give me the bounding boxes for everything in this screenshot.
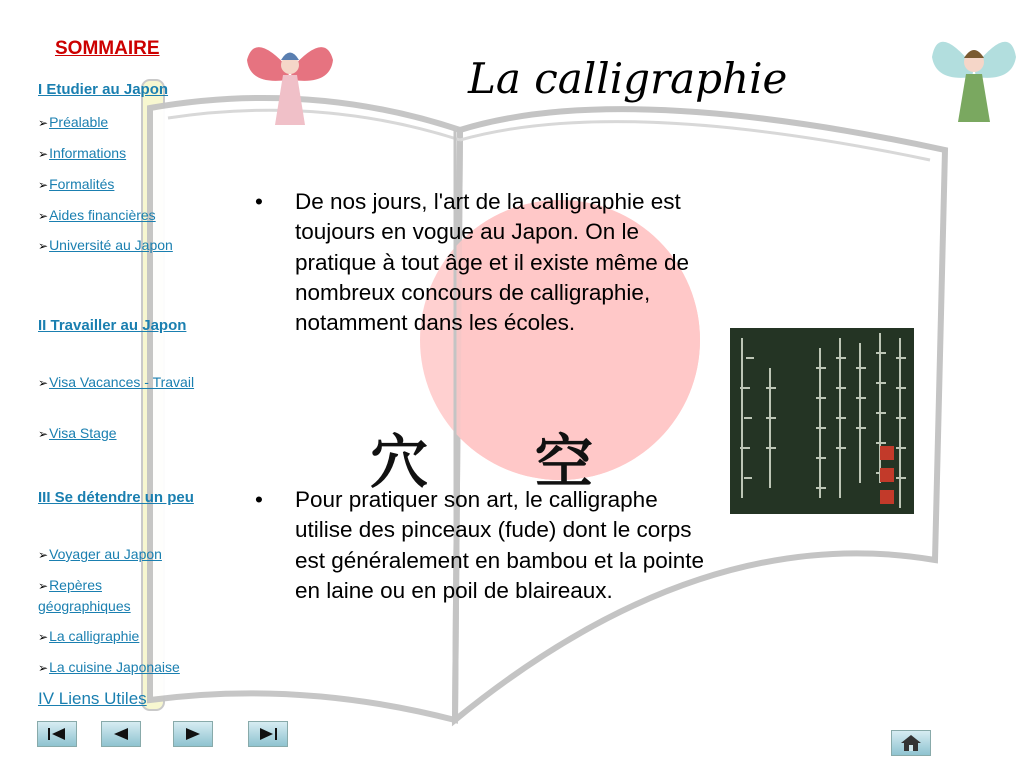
first-slide-icon <box>45 726 69 742</box>
section-liens-utiles-link[interactable]: IV Liens Utiles <box>38 689 147 708</box>
arrow-bullet-icon: ➢ <box>38 239 49 253</box>
arrow-bullet-icon: ➢ <box>38 209 49 223</box>
sidebar-item-reperes[interactable]: ➢Repères géographiques <box>38 577 131 614</box>
arrow-bullet-icon: ➢ <box>38 630 49 644</box>
bullet-paragraph-1 <box>255 187 705 338</box>
calligraphy-scroll-image <box>730 328 914 514</box>
arrow-bullet-icon: ➢ <box>38 427 49 441</box>
arrow-bullet-icon: ➢ <box>38 147 49 161</box>
arrow-bullet-icon: ➢ <box>38 661 49 675</box>
page-title: La calligraphie <box>468 54 788 103</box>
sidebar-item-visa-vacances[interactable]: ➢Visa Vacances - Travail <box>38 374 195 390</box>
bullet-text: Pour pratiquer son art, le calligraphe utilise des pinceaux (fude) dont le corps est généralement en bambou et la pointe en laine ou en poil de blaireaux. <box>295 487 705 603</box>
bullet-dot: • <box>255 487 263 512</box>
bullet-dot: • <box>255 189 263 214</box>
section-etudier-link[interactable]: I Etudier au Japon <box>38 81 169 98</box>
home-icon <box>900 734 922 752</box>
previous-slide-button[interactable] <box>101 721 141 747</box>
next-slide-button[interactable] <box>173 721 213 747</box>
bullet-text: De nos jours, l'art de la calligraphie est toujours en vogue au Japon. On le pratique à tout âge et il existe même de nombreux concours de calligraphie, notamment dans les écoles. <box>295 189 689 336</box>
arrow-bullet-icon: ➢ <box>38 178 49 192</box>
arrow-bullet-icon: ➢ <box>38 376 49 390</box>
section-detendre-link[interactable]: III Se détendre un peu <box>38 489 194 506</box>
next-slide-icon <box>181 726 205 742</box>
first-slide-button[interactable] <box>37 721 77 747</box>
arrow-bullet-icon: ➢ <box>38 548 49 562</box>
sidebar-item-formalites[interactable]: ➢Formalités <box>38 176 115 192</box>
section-travailler-link[interactable]: II Travailler au Japon <box>38 317 187 334</box>
sidebar-item-visa-stage[interactable]: ➢Visa Stage <box>38 425 117 441</box>
sidebar-item-calligraphie[interactable]: ➢La calligraphie <box>38 628 140 644</box>
sidebar-item-aides-financieres[interactable]: ➢Aides financières <box>38 207 156 223</box>
sidebar-item-informations[interactable]: ➢Informations <box>38 145 127 161</box>
last-slide-icon <box>256 726 280 742</box>
kanji-character-ana: 穴 <box>370 428 429 496</box>
last-slide-button[interactable] <box>248 721 288 747</box>
bullet-paragraph-2 <box>255 485 705 606</box>
arrow-bullet-icon: ➢ <box>38 579 49 593</box>
home-button[interactable] <box>891 730 931 756</box>
fairy-image-right <box>928 22 1020 132</box>
sommaire-heading[interactable]: SOMMAIRE <box>55 38 160 59</box>
sidebar-item-cuisine[interactable]: ➢La cuisine Japonaise <box>38 659 180 675</box>
previous-slide-icon <box>109 726 133 742</box>
sidebar-item-prealable[interactable]: ➢Préalable <box>38 114 109 130</box>
sidebar-item-universite[interactable]: ➢Université au Japon <box>38 237 173 253</box>
fairy-image-left <box>245 30 335 130</box>
sidebar-item-voyager[interactable]: ➢Voyager au Japon <box>38 546 162 562</box>
arrow-bullet-icon: ➢ <box>38 116 49 130</box>
kanji-character-sora: 空 <box>535 428 594 496</box>
